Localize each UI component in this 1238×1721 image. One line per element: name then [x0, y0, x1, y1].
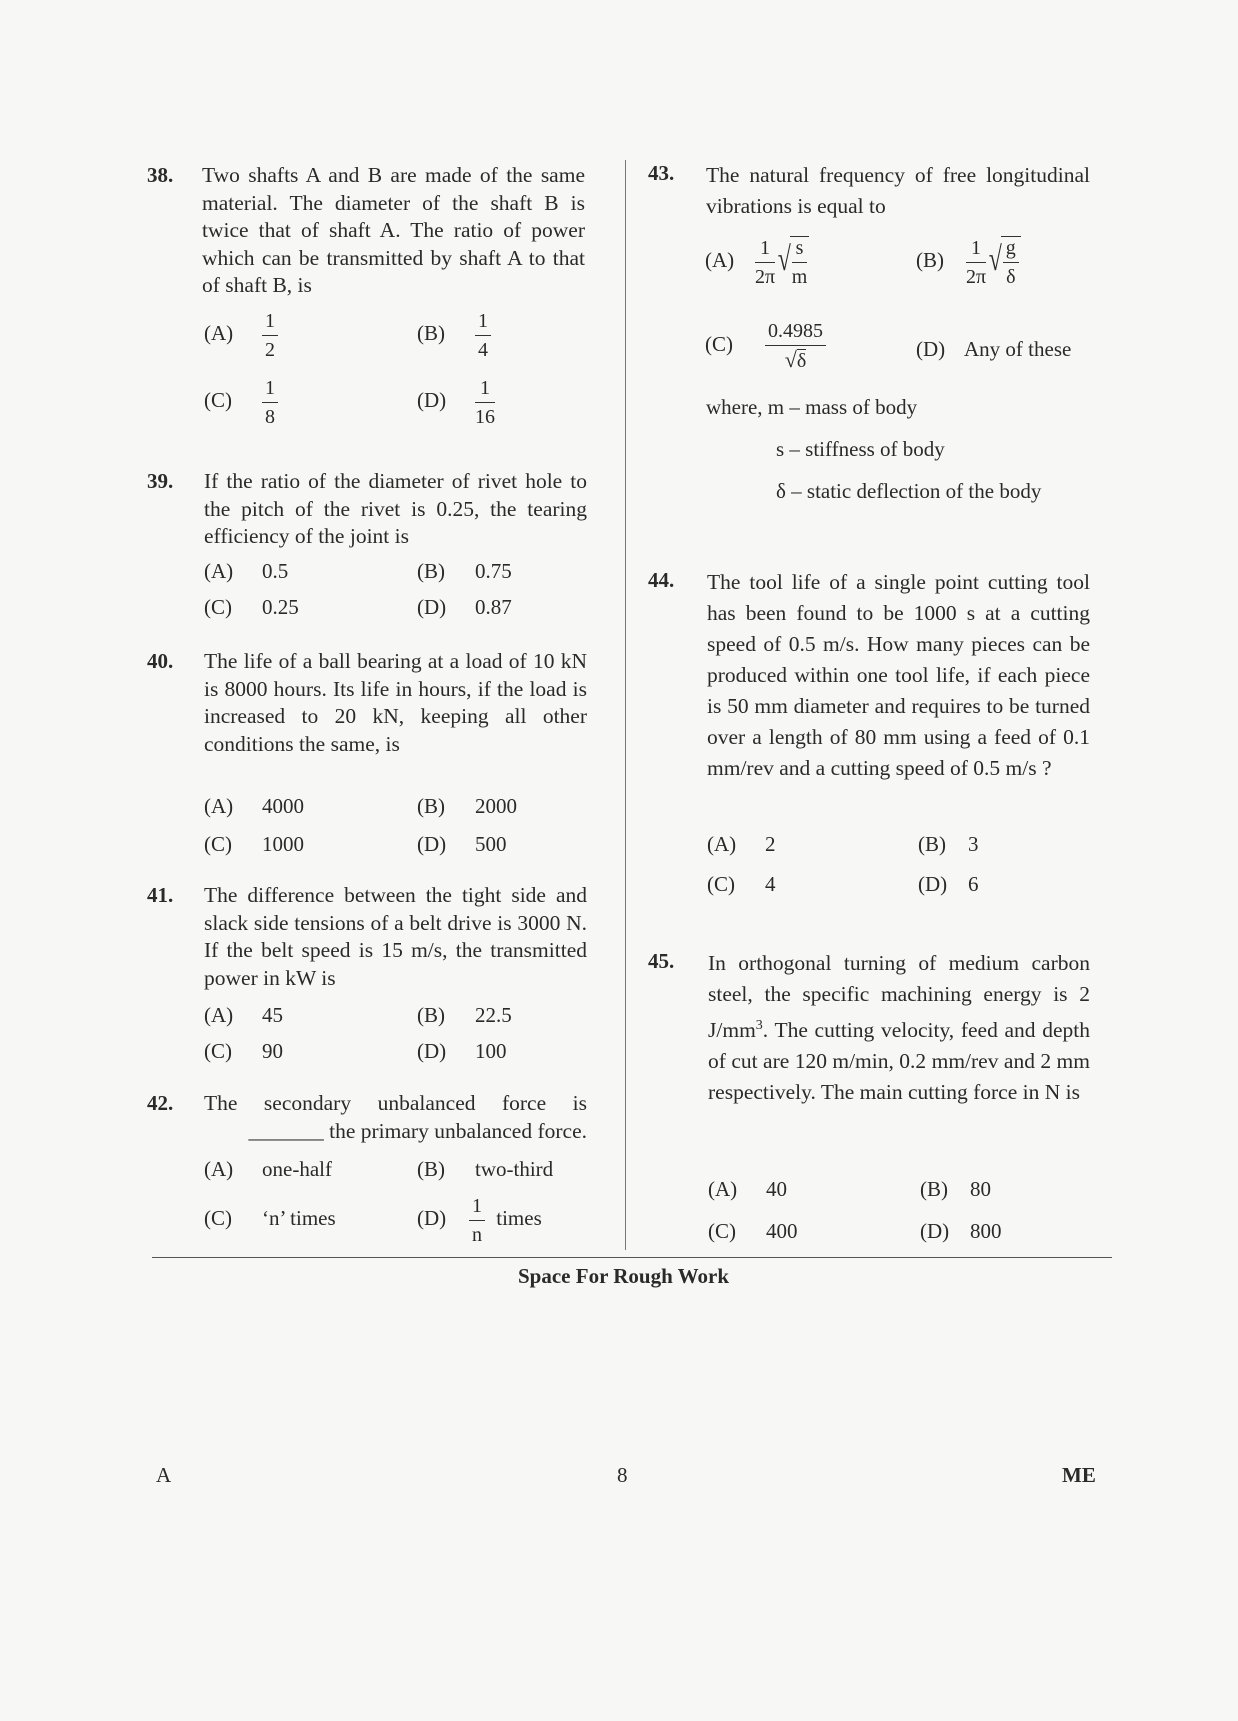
question-38	[147, 162, 587, 428]
option-d: (D) 100	[417, 1039, 507, 1063]
option-c: (C) ‘n’ times	[204, 1206, 336, 1230]
where-line-3: δ – static deflection of the body	[776, 479, 1042, 503]
question-number: 38.	[147, 163, 174, 187]
question-40	[147, 648, 587, 856]
question-number: 43.	[648, 161, 675, 185]
fraction: $\frac{1}{4}$	[475, 310, 491, 361]
question-text: In orthogonal turning of medium carbon steel, the specific machining energy is 2 $J/mm^3$. The cutting velocity, feed and depth of cut are 120 m/min, 0.2 mm/rev and 2 mm respectively. The main cutting force in N is	[708, 951, 1090, 1105]
question-43	[648, 160, 1090, 510]
question-number: 41.	[147, 883, 174, 907]
option-b: (B) 2000	[417, 794, 517, 818]
fraction: $\frac{0.4985}{√\delta}$	[765, 320, 826, 372]
option-b: (B) 22.5	[417, 1003, 512, 1027]
question-text: The secondary unbalanced force is _______ the primary unbalanced force.	[204, 1091, 587, 1143]
option-b: (B) two-third	[417, 1157, 554, 1181]
subject-code: ME	[1062, 1463, 1096, 1487]
option-b: (B) $\frac{1}{4}$	[417, 310, 491, 361]
question-number: 40.	[147, 649, 174, 673]
option-a: (A) 4000	[204, 794, 304, 818]
square-root: √ $\frac{g}{\delta}$	[986, 236, 1021, 288]
page-number: 8	[617, 1463, 628, 1487]
option-a: (A) 45	[204, 1003, 283, 1027]
fill-in-blank: _______	[248, 1118, 324, 1143]
fraction: $\frac{1}{2\pi}$	[966, 236, 987, 288]
question-number: 45.	[648, 949, 675, 973]
option-a: (A) one-half	[204, 1157, 332, 1181]
question-text: The difference between the tight side and slack side tensions of a belt drive is 3000 N. If the belt speed is 15 m/s, the transmitted power in kW is	[204, 883, 587, 990]
option-d: (D) 800	[920, 1219, 1002, 1243]
option-d: (D) $\frac{1}{16}$	[417, 377, 495, 428]
option-d: (D) 6	[918, 872, 979, 896]
option-c: (C) 0.25	[204, 595, 299, 619]
option-b: (B) 3	[918, 832, 979, 856]
option-b: (B) 0.75	[417, 559, 512, 583]
fraction: $\frac{1}{8}$	[262, 377, 278, 428]
square-root: √ $\frac{s}{m}$	[777, 237, 808, 288]
question-text: The tool life of a single point cutting tool has been found to be 1000 s at a cutting speed of 0.5 m/s. How many pieces can be produced within one tool life, if each piece is 50 mm diameter and requires to be turned over a length of 80 mm using a feed of 0.1 mm/rev and a cutting speed of 0.5 m/s ?	[707, 570, 1090, 780]
option-a: (A) $\frac{1}{2\pi}$ √ $\frac{s}{m}$	[705, 236, 808, 288]
option-d: (D) 500	[417, 832, 507, 856]
column-divider	[625, 160, 626, 1250]
where-line-2: s – stiffness of body	[776, 437, 945, 461]
question-text: The natural frequency of free longitudinal vibrations is equal to	[706, 163, 1090, 218]
rough-work-label: Space For Rough Work	[518, 1264, 730, 1288]
option-c: (C) 400	[708, 1219, 798, 1243]
set-code: A	[156, 1463, 172, 1487]
option-c: (C) 90	[204, 1039, 283, 1063]
option-d: (D) Any of these	[916, 337, 1072, 361]
option-b: (B) 80	[920, 1177, 991, 1201]
question-39	[147, 468, 587, 628]
question-41	[147, 882, 587, 1062]
option-b: (B) $\frac{1}{2\pi}$ √ $\frac{g}{\delta}$	[916, 236, 1021, 288]
option-a: (A) 40	[708, 1177, 787, 1201]
question-text: Two shafts A and B are made of the same material. The diameter of the shaft B is twice that of shaft A. The ratio of power which can be transmitted by shaft A to that of shaft B, is	[202, 163, 585, 297]
question-text: The life of a ball bearing at a load of 10 kN is 8000 hours. Its life in hours, if the load is increased to 20 kN, keeping all other conditions the same, is	[204, 649, 587, 756]
question-number: 39.	[147, 469, 174, 493]
question-number: 44.	[648, 568, 675, 592]
question-text: If the ratio of the diameter of rivet hole to the pitch of the rivet is 0.25, the tearing efficiency of the joint is	[204, 469, 587, 548]
option-a: (A) $\frac{1}{2}$	[204, 310, 278, 361]
option-a: (A) 2	[707, 832, 776, 856]
fraction: $\frac{1}{16}$	[475, 377, 495, 428]
question-45	[648, 948, 1090, 1248]
option-c: (C) $\frac{1}{8}$	[204, 377, 278, 428]
bottom-rule	[152, 1257, 1112, 1258]
option-c: (C) 1000	[204, 832, 304, 856]
fraction: $\frac{1}{n}$	[469, 1195, 485, 1246]
where-line-1: where, m – mass of body	[706, 395, 918, 419]
fraction: $\frac{1}{2\pi}$	[755, 236, 776, 288]
question-44	[648, 567, 1090, 896]
fraction: $\frac{1}{2}$	[262, 310, 278, 361]
option-c: (C) $\frac{0.4985}{√\delta}$	[705, 320, 826, 372]
option-d: (D) 0.87	[417, 595, 512, 619]
question-number: 42.	[147, 1091, 174, 1115]
option-a: (A) 0.5	[204, 559, 289, 583]
question-42	[147, 1090, 587, 1250]
option-d: (D) $\frac{1}{n}$ times	[417, 1195, 542, 1246]
option-c: (C) 4	[707, 872, 776, 896]
